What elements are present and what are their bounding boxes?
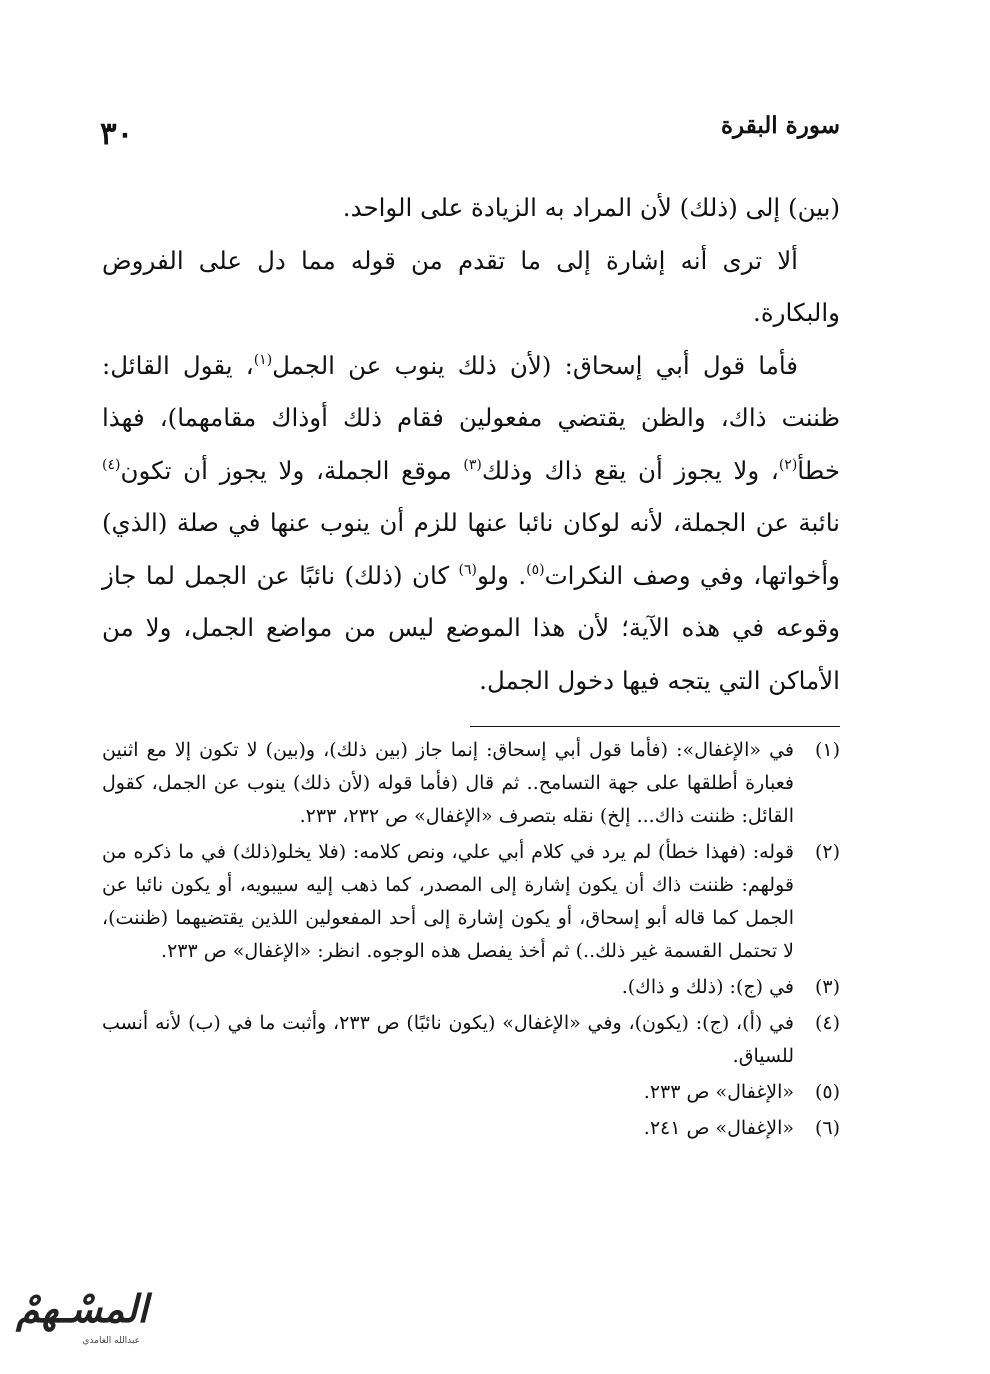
footnote-ref-2[interactable]: (٢) [778,456,798,473]
footnote-text: «الإغفال» ص ٢٣٣. [643,1081,794,1103]
footnote-ref-5[interactable]: (٥) [526,561,545,578]
footnote-ref-6[interactable]: (٦) [458,561,477,578]
footnote-text: في «الإغفال»: (فأما قول أبي إسحاق: إنما جاز (بين ذلك)، و(بين) لا تكون إلا مع اثنين فعبارة أطلقها على جهة التسامح.. ثم قال (فأما قوله (لأن ذلك) ينوب عن الجمل، كقول القائل: ظننت ذاك... إلخ) نقله بتصرف «الإغفال» ص ٢٣٢، ٢٣٣. [102,739,794,827]
footnote-text: قوله: (فهذا خطأ) لم يرد في كلام أبي علي، ونص كلامه: (فلا يخلو(ذلك) في ما ذكره من قولهم: ظننت ذاك أن يكون إشارة إلى المصدر، كما ذهب إليه سيبويه، أو يكون نائبا عن الجمل كما قاله أبو إسحاق، أو يكون إشارة إلى أحد المفعولين اللذين يقتضيهما (ظننت)، لا تحتمل القسمة غير ذلك..) ثم أخذ يفصل هذه الوجوه. انظر: «الإغفال» ص ٢٣٣. [102,841,794,962]
footnote-ref-4[interactable]: (٤) [102,456,121,473]
paragraph-3 [102,340,840,708]
footnote-number: (١) [814,739,840,761]
footnote-divider [470,726,840,727]
paragraph-3-part-a: فأما قول أبي إسحاق: (لأن ذلك ينوب عن الجمل [272,350,798,380]
footnote-number: (٦) [814,1117,840,1139]
surah-title: سورة البقرة [720,112,840,139]
footnote-number: (٤) [814,1012,840,1034]
watermark-logo [14,1284,154,1356]
paragraph-3-part-g: كان (ذلك) نائبًا عن الجمل لما جاز وقوعه في هذه الآية؛ لأن هذا الموضع ليس من مواضع الجمل، ولا من الأماكن التي يتجه فيها دخول الجمل. [102,560,840,695]
paragraph-1: (بين) إلى (ذلك) لأن المراد به الزيادة على الواحد. [342,193,840,222]
footnote-text: في (أ)، (ج): (يكون)، وفي «الإغفال» (يكون نائبًا) ص ٢٣٣، وأثبت ما في (ب) لأنه أنسب للسياق. [102,1012,795,1067]
footnote [102,1007,840,1073]
main-text [102,182,840,707]
paragraph-2: ألا ترى أنه إشارة إلى ما تقدم من قوله مما دل على الفروض والبكارة. [102,245,840,327]
footnote-number: (٣) [814,976,840,998]
footnote-number: (٥) [814,1081,840,1103]
footnote [102,1076,840,1109]
footnote-ref-1[interactable]: (١) [253,351,273,368]
watermark-main-text: المسْـهمْ [16,1286,148,1331]
footnote-number: (٢) [814,841,840,863]
footnote [102,1112,840,1145]
paragraph-3-part-d: موقع الجملة، ولا يجوز أن تكون [120,455,464,485]
footnote [102,734,840,833]
page-header [100,104,840,164]
paragraph-3-part-e: نائبة عن الجملة، لأنه لوكان نائبا عنها للزم أن ينوب عنها في صلة (الذي) وأخواتها، وفي وصف النكرات [102,508,840,590]
page-number: ٣٠ [100,116,134,152]
footnotes [102,734,840,1148]
paragraph-3-part-b: ، يقول القائل: ظننت ذاك، والظن يقتضي مفعولين فقام ذلك أوذاك مقامهما)، فهذا خطأ [102,350,840,485]
watermark-sub-text: عبدالله الغامدي [82,1336,140,1346]
footnote [102,836,840,968]
footnote-text: في (ج): (ذلك و ذاك). [621,976,794,998]
footnote [102,971,840,1004]
paragraph-3-part-f: . ولو [476,560,527,590]
footnote-text: «الإغفال» ص ٢٤١. [643,1117,794,1139]
footnote-ref-3[interactable]: (٣) [463,456,482,473]
paragraph-3-part-c: ، ولا يجوز أن يقع ذاك وذلك [481,455,779,485]
